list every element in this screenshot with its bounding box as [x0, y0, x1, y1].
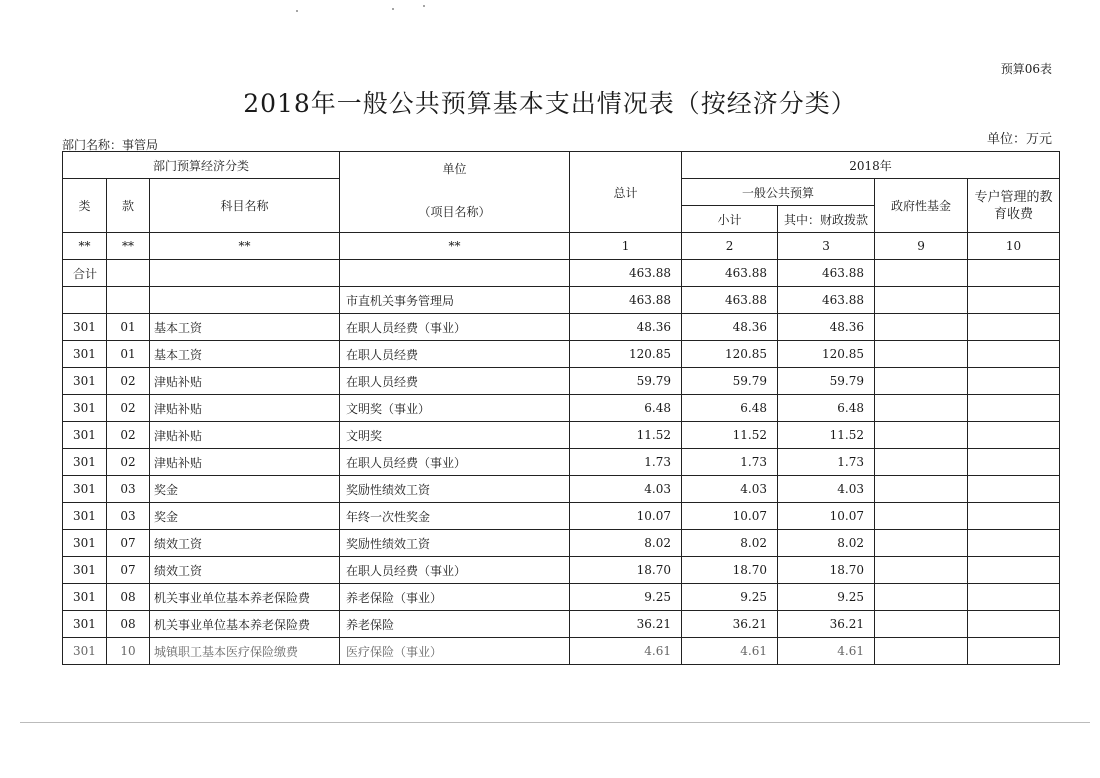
header-econ-class: 部门预算经济分类	[63, 152, 340, 179]
index-cell: 10	[968, 233, 1060, 260]
cell-edu-fee	[968, 611, 1060, 638]
cell-fiscal: 59.79	[778, 368, 875, 395]
cell-section	[107, 287, 150, 314]
cell-category: 301	[63, 503, 107, 530]
cell-subject-name: 基本工资	[150, 314, 340, 341]
cell-total: 48.36	[570, 314, 682, 341]
cell-category: 301	[63, 530, 107, 557]
cell-unit: 在职人员经费	[340, 341, 570, 368]
cell-subtotal: 8.02	[682, 530, 778, 557]
cell-fiscal: 18.70	[778, 557, 875, 584]
header-subtotal: 小计	[682, 206, 778, 233]
scan-speck	[296, 10, 298, 12]
cell-edu-fee	[968, 314, 1060, 341]
cell-unit: 在职人员经费（事业）	[340, 449, 570, 476]
cell-category: 合计	[63, 260, 107, 287]
cell-gov-fund	[875, 611, 968, 638]
cell-category: 301	[63, 395, 107, 422]
cell-edu-fee	[968, 476, 1060, 503]
cell-total: 11.52	[570, 422, 682, 449]
cell-gov-fund	[875, 449, 968, 476]
cell-gov-fund	[875, 503, 968, 530]
cell-subtotal: 4.03	[682, 476, 778, 503]
cell-category	[63, 287, 107, 314]
table-row	[63, 503, 1060, 530]
cell-unit: 奖励性绩效工资	[340, 530, 570, 557]
header-row-1	[63, 152, 1060, 179]
cell-unit: 市直机关事务管理局	[340, 287, 570, 314]
cell-unit: 年终一次性奖金	[340, 503, 570, 530]
table-row	[63, 557, 1060, 584]
cell-subject-name: 机关事业单位基本养老保险费	[150, 611, 340, 638]
cell-category: 301	[63, 422, 107, 449]
page-title: 2018年一般公共预算基本支出情况表（按经济分类）	[243, 89, 857, 118]
index-cell: 3	[778, 233, 875, 260]
cell-fiscal: 11.52	[778, 422, 875, 449]
cell-fiscal: 10.07	[778, 503, 875, 530]
cell-section: 02	[107, 449, 150, 476]
cell-gov-fund	[875, 287, 968, 314]
cell-section: 07	[107, 557, 150, 584]
cell-subject-name: 机关事业单位基本养老保险费	[150, 584, 340, 611]
index-cell: **	[150, 233, 340, 260]
header-general-budget: 一般公共预算	[682, 179, 875, 206]
cell-section: 02	[107, 422, 150, 449]
cell-fiscal: 8.02	[778, 530, 875, 557]
header-year: 2018年	[682, 152, 1060, 179]
cell-category: 301	[63, 449, 107, 476]
cell-subject-name: 城镇职工基本医疗保险缴费	[150, 638, 340, 665]
department-label: 部门名称：事管局	[62, 138, 159, 152]
cell-category: 301	[63, 476, 107, 503]
cell-total: 36.21	[570, 611, 682, 638]
cell-section: 08	[107, 611, 150, 638]
cell-unit: 养老保险	[340, 611, 570, 638]
cell-subtotal: 120.85	[682, 341, 778, 368]
table-row	[63, 449, 1060, 476]
table-row	[63, 287, 1060, 314]
header-section: 款	[107, 179, 150, 233]
cell-edu-fee	[968, 449, 1060, 476]
cell-subject-name: 基本工资	[150, 341, 340, 368]
cell-section: 01	[107, 314, 150, 341]
cell-category: 301	[63, 557, 107, 584]
header-category: 类	[63, 179, 107, 233]
cell-section: 07	[107, 530, 150, 557]
cell-gov-fund	[875, 638, 968, 665]
cell-fiscal: 9.25	[778, 584, 875, 611]
table-row	[63, 476, 1060, 503]
cell-gov-fund	[875, 557, 968, 584]
table-row	[63, 395, 1060, 422]
cell-category: 301	[63, 314, 107, 341]
cell-edu-fee	[968, 503, 1060, 530]
index-row	[63, 233, 1060, 260]
cell-total: 120.85	[570, 341, 682, 368]
index-cell: 2	[682, 233, 778, 260]
scan-speck	[423, 5, 425, 7]
table-row	[63, 314, 1060, 341]
cell-subtotal: 36.21	[682, 611, 778, 638]
cell-gov-fund	[875, 584, 968, 611]
cell-subtotal: 463.88	[682, 260, 778, 287]
header-fiscal-allocation: 其中：财政拨款	[778, 206, 875, 233]
cell-subtotal: 48.36	[682, 314, 778, 341]
cell-subtotal: 10.07	[682, 503, 778, 530]
cell-subject-name: 津贴补贴	[150, 422, 340, 449]
cell-subject-name: 奖金	[150, 476, 340, 503]
cell-category: 301	[63, 368, 107, 395]
cell-unit: 养老保险（事业）	[340, 584, 570, 611]
table-row	[63, 422, 1060, 449]
cell-edu-fee	[968, 530, 1060, 557]
cell-edu-fee	[968, 368, 1060, 395]
budget-table	[62, 151, 1060, 665]
cell-total: 6.48	[570, 395, 682, 422]
header-subject-name: 科目名称	[150, 179, 340, 233]
header-total: 总计	[570, 152, 682, 233]
cell-subtotal: 6.48	[682, 395, 778, 422]
cell-subject-name: 津贴补贴	[150, 368, 340, 395]
cell-unit: 文明奖	[340, 422, 570, 449]
cell-gov-fund	[875, 422, 968, 449]
cell-total: 10.07	[570, 503, 682, 530]
cell-fiscal: 4.03	[778, 476, 875, 503]
cell-subtotal: 4.61	[682, 638, 778, 665]
cell-edu-fee	[968, 260, 1060, 287]
cell-unit: 奖励性绩效工资	[340, 476, 570, 503]
cell-subject-name: 绩效工资	[150, 557, 340, 584]
table-row	[63, 368, 1060, 395]
cell-total: 463.88	[570, 260, 682, 287]
cell-gov-fund	[875, 368, 968, 395]
cell-total: 1.73	[570, 449, 682, 476]
cell-section: 02	[107, 395, 150, 422]
cell-fiscal: 48.36	[778, 314, 875, 341]
cell-section: 03	[107, 476, 150, 503]
cell-subject-name: 津贴补贴	[150, 395, 340, 422]
cell-total: 59.79	[570, 368, 682, 395]
index-cell: **	[340, 233, 570, 260]
header-project-name: （项目名称）	[418, 205, 491, 219]
cell-edu-fee	[968, 422, 1060, 449]
index-cell: 1	[570, 233, 682, 260]
cell-fiscal: 463.88	[778, 287, 875, 314]
cell-section: 02	[107, 368, 150, 395]
cell-total: 4.03	[570, 476, 682, 503]
index-cell: **	[63, 233, 107, 260]
cell-gov-fund	[875, 260, 968, 287]
cell-gov-fund	[875, 530, 968, 557]
cell-edu-fee	[968, 638, 1060, 665]
cell-edu-fee	[968, 584, 1060, 611]
cell-subtotal: 9.25	[682, 584, 778, 611]
cell-section	[107, 260, 150, 287]
header-unit	[340, 152, 570, 233]
cell-total: 4.61	[570, 638, 682, 665]
cell-category: 301	[63, 584, 107, 611]
cell-fiscal: 6.48	[778, 395, 875, 422]
unit-label: 单位：万元	[986, 132, 1052, 147]
scan-speck	[392, 8, 394, 10]
header-gov-fund: 政府性基金	[875, 179, 968, 233]
cell-unit: 在职人员经费（事业）	[340, 557, 570, 584]
index-cell: 9	[875, 233, 968, 260]
cell-fiscal: 1.73	[778, 449, 875, 476]
header-edu-fee: 专户管理的教育收费	[968, 179, 1060, 233]
cell-section: 08	[107, 584, 150, 611]
table-row	[63, 611, 1060, 638]
index-cell: **	[107, 233, 150, 260]
cell-category: 301	[63, 611, 107, 638]
form-number: 预算06表	[1000, 62, 1052, 76]
cell-unit	[340, 260, 570, 287]
cell-unit: 医疗保险（事业）	[340, 638, 570, 665]
table-row	[63, 341, 1060, 368]
cell-subject-name	[150, 287, 340, 314]
cell-total: 9.25	[570, 584, 682, 611]
header-unit-label: 单位	[442, 162, 467, 176]
cell-total: 463.88	[570, 287, 682, 314]
cell-unit: 在职人员经费	[340, 368, 570, 395]
cell-unit: 在职人员经费（事业）	[340, 314, 570, 341]
cell-category: 301	[63, 638, 107, 665]
cell-subject-name: 绩效工资	[150, 530, 340, 557]
cell-fiscal: 463.88	[778, 260, 875, 287]
cell-unit: 文明奖（事业）	[340, 395, 570, 422]
table-row	[63, 584, 1060, 611]
cell-section: 01	[107, 341, 150, 368]
cell-edu-fee	[968, 557, 1060, 584]
cell-gov-fund	[875, 341, 968, 368]
cell-subtotal: 18.70	[682, 557, 778, 584]
cell-section: 10	[107, 638, 150, 665]
cell-gov-fund	[875, 476, 968, 503]
cell-subject-name: 津贴补贴	[150, 449, 340, 476]
cell-fiscal: 120.85	[778, 341, 875, 368]
cell-total: 18.70	[570, 557, 682, 584]
cell-subtotal: 59.79	[682, 368, 778, 395]
cell-gov-fund	[875, 314, 968, 341]
table-row	[63, 530, 1060, 557]
cell-subject-name	[150, 260, 340, 287]
cell-edu-fee	[968, 287, 1060, 314]
cell-edu-fee	[968, 341, 1060, 368]
cell-fiscal: 4.61	[778, 638, 875, 665]
cell-category: 301	[63, 341, 107, 368]
table-row	[63, 260, 1060, 287]
cell-fiscal: 36.21	[778, 611, 875, 638]
cell-section: 03	[107, 503, 150, 530]
cell-subtotal: 463.88	[682, 287, 778, 314]
cell-subtotal: 11.52	[682, 422, 778, 449]
cell-gov-fund	[875, 395, 968, 422]
table-row	[63, 638, 1060, 665]
cell-edu-fee	[968, 395, 1060, 422]
cell-subject-name: 奖金	[150, 503, 340, 530]
page-divider	[20, 722, 1090, 723]
cell-subtotal: 1.73	[682, 449, 778, 476]
cell-total: 8.02	[570, 530, 682, 557]
